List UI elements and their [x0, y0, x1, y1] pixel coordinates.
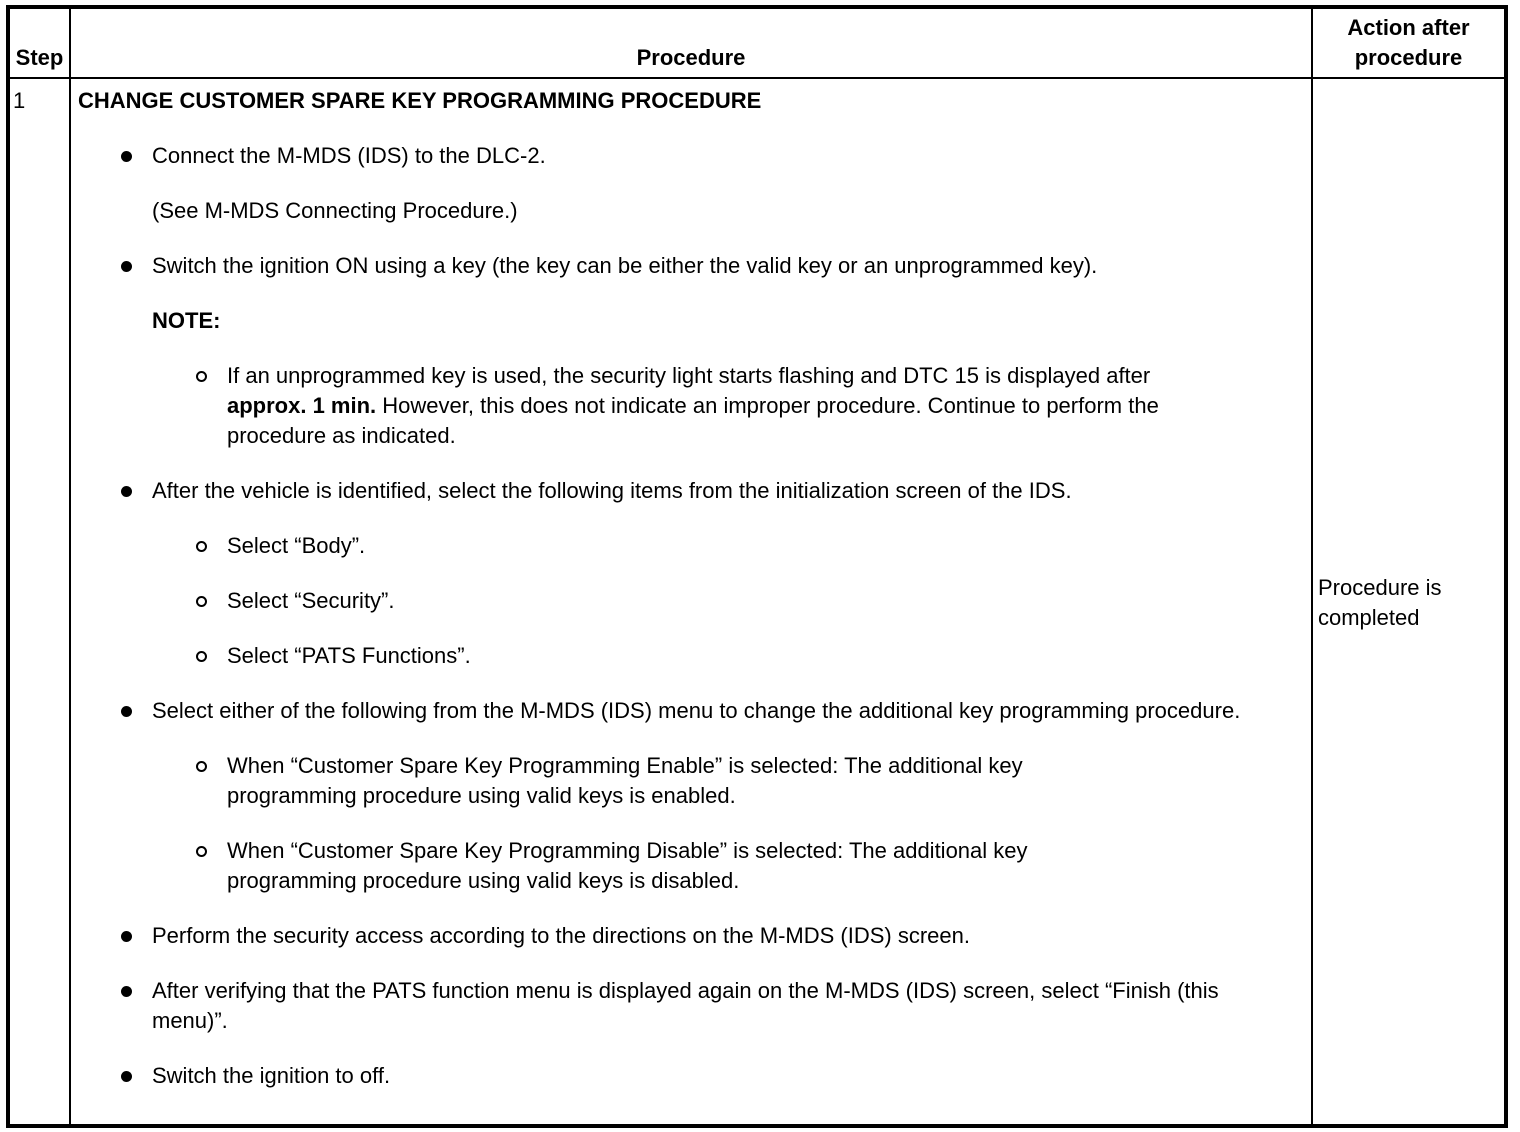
sub-list-item: Select “PATS Functions”. — [78, 641, 1227, 671]
note-label: NOTE: — [152, 308, 221, 333]
list-item: After the vehicle is identified, select the following items from the initialization screen of the IDS. — [78, 476, 1272, 506]
sub-list-item: When “Customer Spare Key Programming Disable” is selected: The additional key programming procedure using valid keys is disabled. — [78, 836, 1147, 896]
sub-list-item: When “Customer Spare Key Programming Enable” is selected: The additional key programming procedure using valid keys is enabled. — [78, 751, 1147, 811]
action-line2: completed — [1318, 605, 1420, 630]
header-action — [1313, 13, 1504, 73]
sub-list-item: Select “Security”. — [78, 586, 1227, 616]
column-divider — [1311, 5, 1313, 1128]
list-item: Connect the M-MDS (IDS) to the DLC-2. — [78, 141, 1303, 171]
table-border-left — [6, 5, 10, 1128]
action-after-procedure — [1318, 573, 1442, 633]
list-item: Perform the security access according to the directions on the M-MDS (IDS) screen. — [78, 921, 1272, 951]
procedure-title: CHANGE CUSTOMER SPARE KEY PROGRAMMING PROCEDURE — [78, 88, 762, 113]
list-item: Select either of the following from the M-MDS (IDS) menu to change the additional key programming procedure. — [78, 696, 1272, 726]
table-border-right — [1504, 5, 1508, 1128]
list-item-reference: (See M-MDS Connecting Procedure.) — [152, 198, 518, 223]
procedure-cell — [78, 86, 1303, 1116]
header-action-line1: Action after — [1347, 15, 1470, 40]
header-action-line2: procedure — [1354, 45, 1463, 70]
note-text: If an unprogrammed key is used, the security light starts flashing and DTC 15 is displayed after — [227, 363, 1151, 388]
table-border-bottom — [6, 1124, 1508, 1128]
step-number: 1 — [13, 88, 26, 113]
header-divider — [6, 77, 1508, 79]
sub-list-item — [78, 361, 1227, 451]
list-item: Switch the ignition ON using a key (the key can be either the valid key or an unprogrammed key). — [78, 251, 1272, 281]
list-item: Switch the ignition to off. — [78, 1061, 1303, 1091]
note-text: However, this does not indicate an improper procedure. Continue to perform the procedure as indicated. — [227, 393, 1159, 448]
sub-list-item: Select “Body”. — [78, 531, 1227, 561]
action-line1: Procedure is — [1318, 575, 1442, 600]
header-procedure: Procedure — [636, 45, 746, 70]
table-border-top — [6, 5, 1508, 9]
note-emphasis: approx. 1 min. — [227, 393, 377, 418]
list-item: After verifying that the PATS function menu is displayed again on the M-MDS (IDS) screen, select “Finish (this menu)”. — [78, 976, 1242, 1036]
column-divider — [69, 5, 71, 1128]
header-step: Step — [15, 45, 64, 70]
